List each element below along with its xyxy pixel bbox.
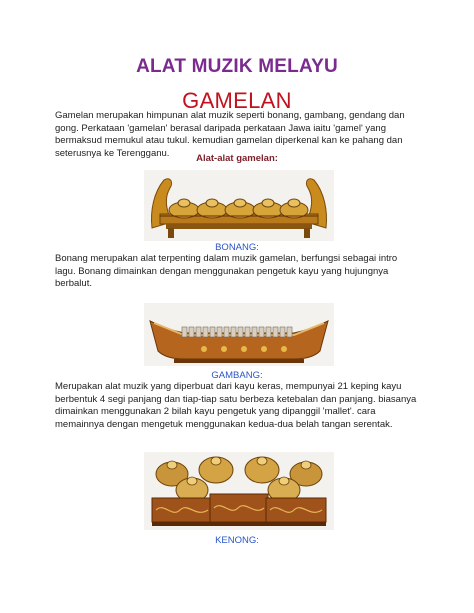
gambang-description: Merupakan alat muzik yang diperbuat dari kayu keras, mempunyai 21 keping kayu berbentuk 4 segi panjang dan tiap-tiap satu berbeza ketebalan dan panjang. biasanya dimainkan menggunakan 2 bilah kayu pengetuk yang dipanggil 'mallet'. cara memainnya dengan mengetuk menggunakan kedua-dua belah tangan serentak. xyxy=(55,381,417,430)
bonang-image xyxy=(144,170,334,241)
section-heading: Alat-alat gamelan: xyxy=(196,153,278,164)
page-title: ALAT MUZIK MELAYU xyxy=(136,56,338,77)
bonang-description: Bonang merupakan alat terpenting dalam muzik gamelan, berfungsi sebagai intro lagu. Bonang dimainkan dengan menggunakan pengetuk kayu yang hujungnya berbalut. xyxy=(55,253,398,289)
gambang-caption: GAMBANG: xyxy=(211,370,263,381)
kenong-caption: KENONG: xyxy=(215,535,259,546)
page-subtitle: GAMELAN xyxy=(182,88,292,113)
kenong-image xyxy=(144,452,334,530)
bonang-caption: BONANG: xyxy=(215,242,259,253)
intro-paragraph: Gamelan merupakan himpunan alat muzik seperti bonang, gambang, gendang dan gong. Perkataan 'gamelan' berasal daripada perkataan Jawa iaitu 'gamel' yang bermaksud memukul atau tukul. kemudian gamelan diperkenal kan ke pahang dan seterusnya ke Terengganu. xyxy=(55,110,405,159)
gambang-image xyxy=(144,303,334,366)
